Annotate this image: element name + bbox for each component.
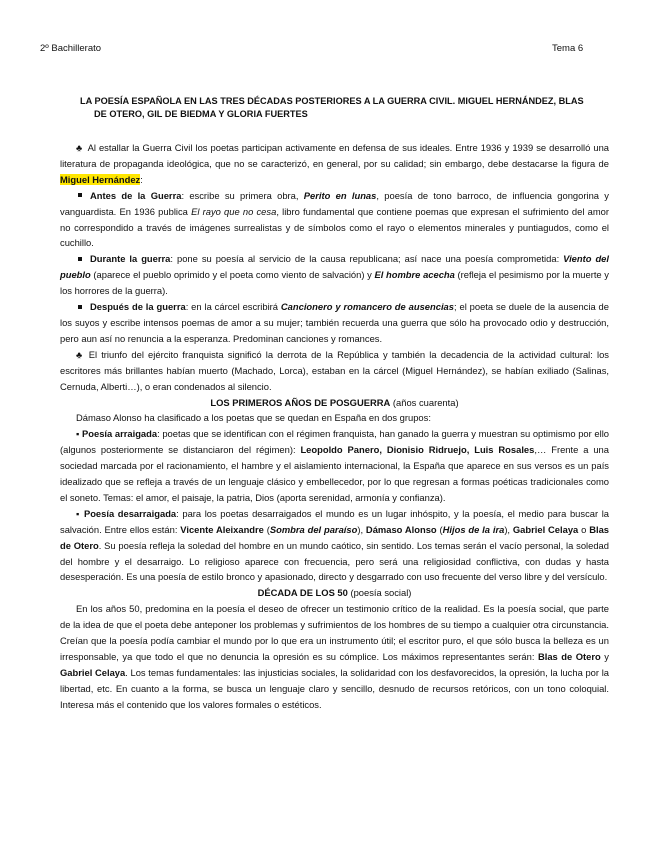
arraigada-paragraph: ▪ Poesía arraigada: poetas que se identifican con el régimen franquista, han ganado la guerra y muestran su optimismo por ello (algunos posteriormente se distanciaron del régimen): Leopoldo Panero, Dionisio Ridruejo, Luis Rosales,… Frente a una sociedad marcada por el racionamiento, el hambre y el aislamiento internacional, la España que aparece en sus versos es un país idealizado que se refleja a través de un lenguaje clásico y embellecedor, por lo que regresan a formas poéticas tradicionales como el soneto. Temas: el amor, el paisaje, la patria, Dios (aporta serenidad, armonía y confianza).: [60, 428, 609, 503]
bullet-during-war: Durante la guerra: pone su poesía al servicio de la causa republicana; así nace una poesía comprometida: Viento del pueblo (aparece el pueblo oprimido y el poeta como viento de salvación) y El hombre acecha (refleja el pesimismo por la muerte y los horrores de la guerra).: [60, 253, 609, 297]
section-heading-postwar: LOS PRIMEROS AÑOS DE POSGUERRA (años cuarenta): [210, 396, 459, 408]
club-icon: ♣: [76, 142, 83, 153]
square-bullet-icon: ▪: [76, 428, 82, 440]
triumph-paragraph: ♣ El triunfo del ejército franquista significó la derrota de la República y también la decadencia de la actividad cultural: los escritores más brillantes habían muerto (Machado, Lorca), estaban en la cárcel (Miguel Hernández), se habían exiliado (Salinas, Cernuda, Alberti…), o eran condenados al silencio.: [60, 348, 609, 392]
square-bullet-icon: [78, 193, 82, 197]
damaso-paragraph: Dámaso Alonso ha clasificado a los poetas que se quedan en España en dos grupos:: [76, 412, 431, 424]
square-bullet-icon: [78, 305, 82, 309]
header-topic: Tema 6: [552, 43, 584, 54]
bullet-before-war: Antes de la Guerra: escribe su primera obra, Perito en lunas, poesía de tono barroco, de influencia gongorina y vanguardista. En 1936 publica El rayo que no cesa, libro fundamental que contiene poemas que expresan el sufrimiento del amor no correspondido a través de imágenes surrealistas y de símbolos como el rayo o elementos minerales y puntiagudos, como el cuchillo.: [60, 189, 609, 249]
document-title: [80, 95, 615, 121]
header-course: 2º Bachillerato: [40, 43, 102, 54]
document-body: [60, 140, 609, 713]
bullet-after-war: Después de la guerra: en la cárcel escribirá Cancionero y romancero de ausencias; el poeta se duele de la ausencia de los suyos y escribe intensos poemas de amor a su mujer; también recuerda una guerra que sólo ha provocado odio y destrucción, pero aun así no renuncia a la esperanza. Predominan canciones y romances.: [60, 301, 609, 344]
club-icon: ♣: [76, 348, 84, 360]
highlighted-author: Miguel Hernández: [60, 173, 141, 185]
desarraigada-paragraph: ▪ Poesía desarraigada: para los poetas desarraigados el mundo es un lugar inhóspito, y la poesía, el medio para buscar la salvación. Entre ellos están: Vicente Aleixandre (Sombra del paraíso), Dámaso Alonso (Hijos de la ira), Gabriel Celaya o Blas de Otero. Su poesía refleja la soledad del hombre en un mundo caótico, sin sentido. Los temas serán el vacío personal, la soledad del hombre y el desarraigo. Lo religioso aparece con frecuencia, pero será una religiosidad conflictiva, con dudas y hasta desesperación. Es una poesía de estilo bronco y apasionado, directo y desgarrado con uso frecuente del verso libre y del versículo.: [60, 507, 609, 583]
square-bullet-icon: [78, 257, 82, 261]
title-line-1: LA POESÍA ESPAÑOLA EN LAS TRES DÉCADAS POSTERIORES A LA GUERRA CIVIL. MIGUEL HERNÁNDEZ, BLAS: [80, 96, 584, 106]
square-bullet-icon: ▪: [76, 507, 84, 519]
fifties-paragraph: En los años 50, predomina en la poesía el deseo de ofrecer un testimonio crítico de la realidad. Es la poesía social, que parte de la idea de que el poeta debe anteponer los problemas y sufrimientos de los hombres de su tiempo a cualquier otra circunstancia. Creían que la poesía podía cambiar el mundo por lo que era un instrumento útil; el escritor puro, el que sólo busca la belleza es un irresponsable, ya que todo el que no denuncia la opresión es su cómplice. Los máximos representantes serán: Blas de Otero y Gabriel Celaya. Los temas fundamentales: las injusticias sociales, la solidaridad con los desfavorecidos, la opresión, la lucha por la libertad, etc. En cuanto a la forma, se busca un lenguaje claro y sencillo, desnudo de recursos retóricos, con un tono coloquial. Interesa más el contenido que los valores formales o estéticos.: [60, 603, 609, 710]
section-heading-fifties: DÉCADA DE LOS 50 (poesía social): [257, 587, 412, 599]
title-line-2: DE OTERO, GIL DE BIEDMA Y GLORIA FUERTES: [94, 109, 308, 119]
intro-paragraph: ♣ Al estallar la Guerra Civil los poetas participan activamente en defensa de sus ideales. Entre 1936 y 1939 se desarrolló una literatura de propaganda ideológica, que no se caracterizó, en general, por su calidad; sin embargo, debe destacarse la figura de Miguel Hernández:: [60, 142, 610, 185]
